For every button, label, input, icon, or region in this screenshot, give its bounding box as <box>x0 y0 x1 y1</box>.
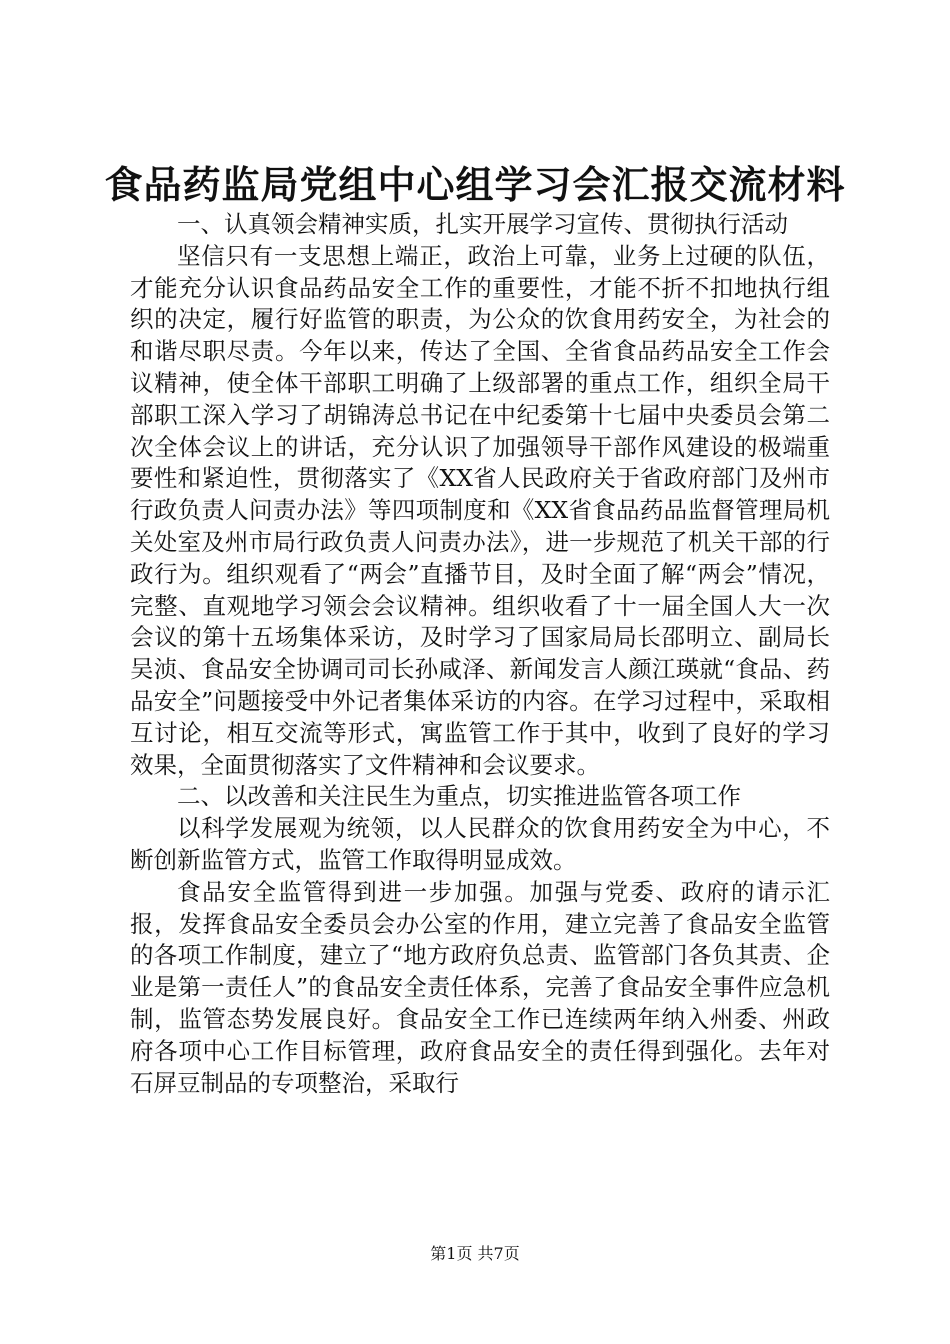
section-heading-2: 二、以改善和关注民生为重点，切实推进监管各项工作 <box>177 782 741 811</box>
paragraph: 以科学发展观为统领，以人民群众的饮食用药安全为中心，不断创新监管方式，监管工作取得明显成效。 <box>130 814 830 874</box>
section-heading-1: 一、认真领会精神实质，扎实开展学习宣传、贯彻执行活动 <box>177 210 788 238</box>
document-title: 食品药监局党组中心组学习会汇报交流材料 <box>104 162 846 207</box>
document-body <box>130 209 830 1099</box>
paragraph: 坚信只有一支思想上端正，政治上可靠，业务上过硬的队伍，才能充分认识食品药品安全工作的重要性，才能不折不扣地执行组织的决定，履行好监管的职责，为公众的饮食用药安全，为社会的和谐尽职尽责。今年以来，传达了全国、全省食品药品安全工作会议精神，使全体干部职工明确了上级部署的重点工作，组织全局干部职工深入学习了胡锦涛总书记在中纪委第十七届中央委员会第二次全体会议上的讲话，充分认识了加强领导干部作风建设的极端重要性和紧迫性，贯彻落实了《XX省人民政府关于省政府部门及州市行政负责人问责办法》等四项制度和《XX省食品药品监督管理局机关处室及州市局行政负责人问责办法》，进一步规范了机关干部的行政行为。组织观看了“两会”直播节目，及时全面了解“两会”情况，完整、直观地学习领会会议精神。组织收看了十一届全国人大一次会议的第十五场集体采访，及时学习了国家局局长邵明立、副局长吴浈、食品安全协调司司长孙咸泽、新闻发言人颜江瑛就“食品、药品安全”问题接受中外记者集体采访的内容。在学习过程中，采取相互讨论，相互交流等形式，寓监管工作于其中，收到了良好的学习效果，全面贯彻落实了文件精神和会议要求。 <box>130 241 830 779</box>
page-number-footer: 第1页 共7页 <box>430 1244 520 1263</box>
paragraph: 食品安全监管得到进一步加强。加强与党委、政府的请示汇报，发挥食品安全委员会办公室的作用，建立完善了食品安全监管的各项工作制度，建立了“地方政府负总责、监管部门各负其责、企业是第一责任人”的食品安全责任体系，完善了食品安全事件应急机制，监管态势发展良好。食品安全工作已连续两年纳入州委、州政府各项中心工作目标管理，政府食品安全的责任得到强化。去年对石屏豆制品的专项整治，采取行 <box>130 877 830 1097</box>
